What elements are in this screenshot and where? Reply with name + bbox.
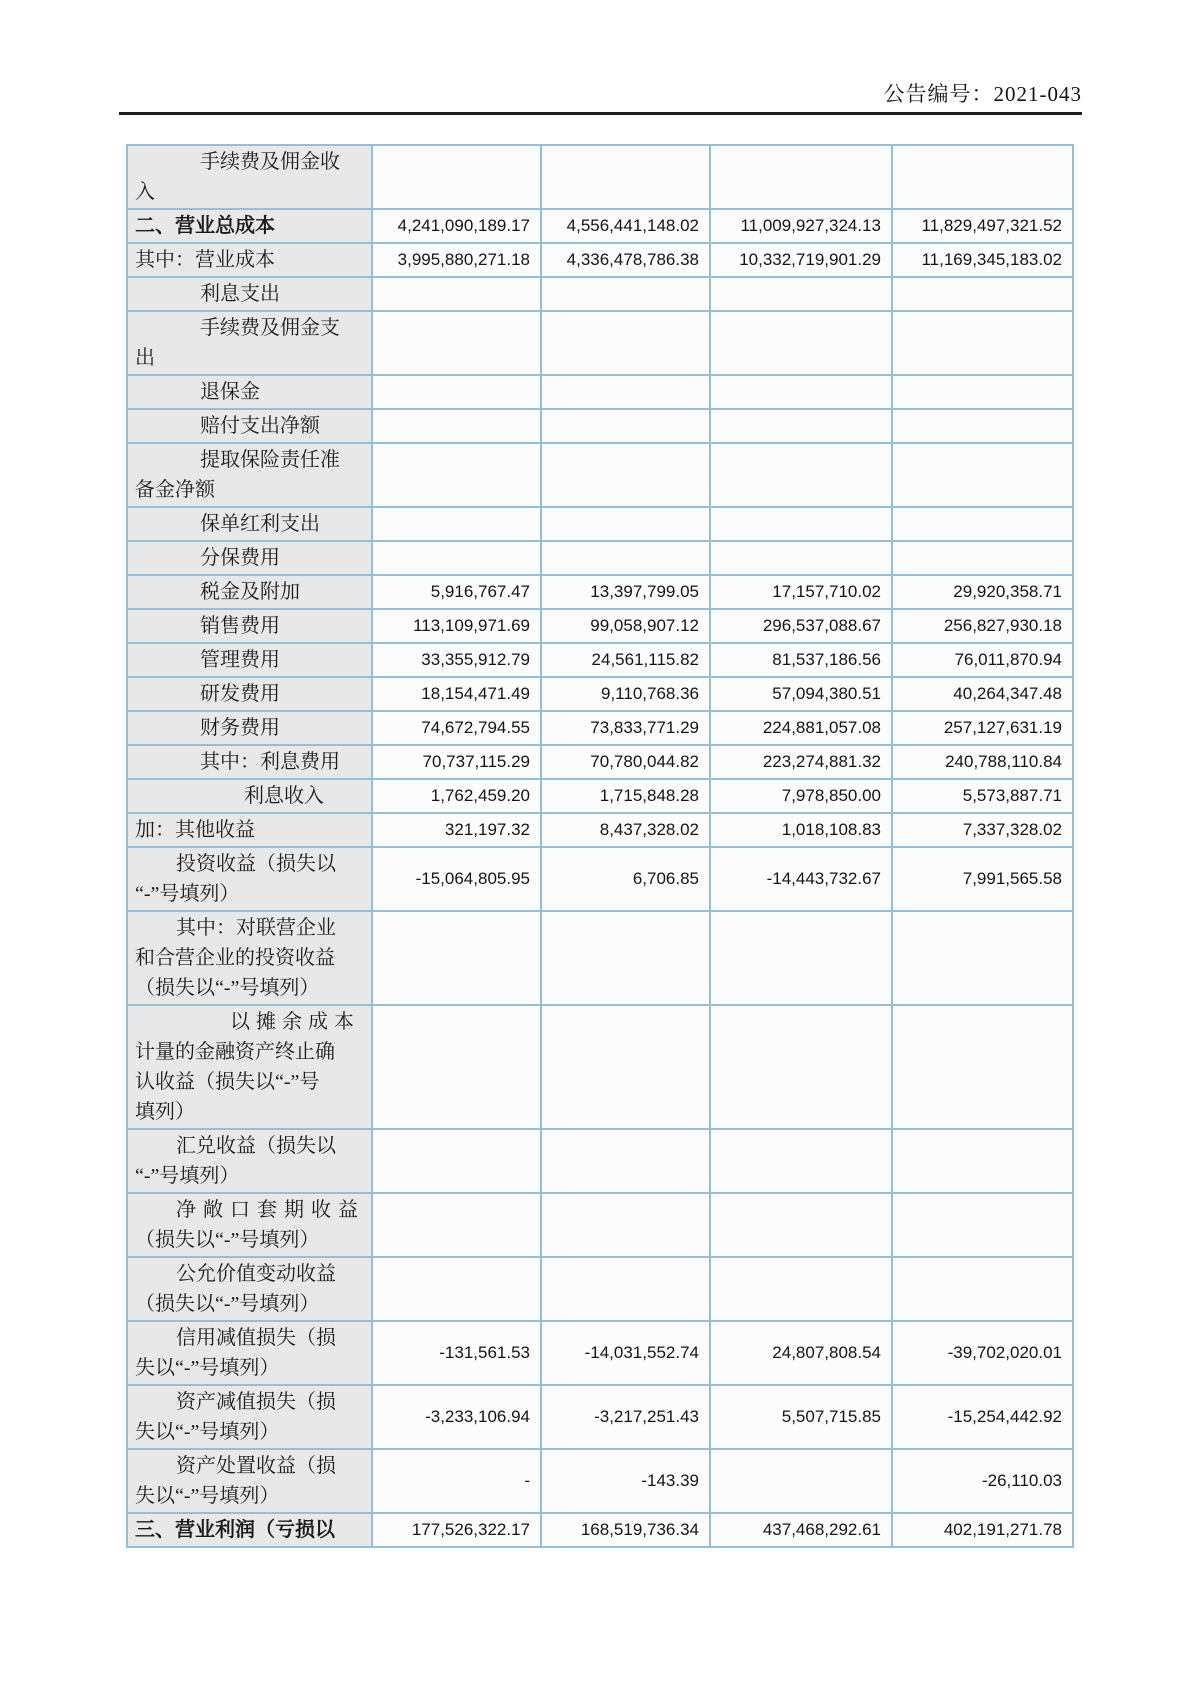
label-line: 投资收益（损失以 <box>176 853 336 875</box>
cell-value <box>892 1005 1073 1129</box>
cell-value: 4,556,441,148.02 <box>541 209 710 243</box>
label-line: 保单红利支出 <box>200 513 320 535</box>
cell-value <box>541 911 710 1005</box>
table-row <box>127 209 1073 243</box>
label-line: 加：其他收益 <box>135 819 255 841</box>
label-line: 公允价值变动收益 <box>176 1263 336 1285</box>
label-line: 失以“-”号填列） <box>135 1357 280 1379</box>
cell-value <box>710 1449 892 1513</box>
cell-value: 6,706.85 <box>541 847 710 911</box>
label-line: （损失以“-”号填列） <box>135 977 320 999</box>
cell-value: 5,916,767.47 <box>372 575 541 609</box>
table-row <box>127 145 1073 209</box>
label-line: 其中：对联营企业 <box>176 917 336 939</box>
cell-value: -131,561.53 <box>372 1321 541 1385</box>
table-row <box>127 575 1073 609</box>
cell-value <box>372 375 541 409</box>
row-label <box>127 443 372 507</box>
cell-value <box>372 1257 541 1321</box>
row-label <box>127 1129 372 1193</box>
row-label <box>127 541 372 575</box>
table-row <box>127 911 1073 1005</box>
row-label <box>127 847 372 911</box>
row-label <box>127 311 372 375</box>
cell-value <box>892 277 1073 311</box>
table-row <box>127 311 1073 375</box>
cell-value <box>710 375 892 409</box>
label-line: 手续费及佣金支 <box>200 317 340 339</box>
cell-value <box>710 1005 892 1129</box>
cell-value: 7,337,328.02 <box>892 813 1073 847</box>
row-label <box>127 643 372 677</box>
cell-value: -14,031,552.74 <box>541 1321 710 1385</box>
cell-value: -26,110.03 <box>892 1449 1073 1513</box>
label-line: （损失以“-”号填列） <box>135 1293 320 1315</box>
label-line: 和合营企业的投资收益 <box>135 947 335 969</box>
cell-value: -143.39 <box>541 1449 710 1513</box>
row-label <box>127 507 372 541</box>
label-line: 填列） <box>135 1101 195 1123</box>
row-label <box>127 745 372 779</box>
cell-value: 5,507,715.85 <box>710 1385 892 1449</box>
cell-value: 40,264,347.48 <box>892 677 1073 711</box>
table-row <box>127 779 1073 813</box>
cell-value <box>541 1005 710 1129</box>
cell-value: 24,807,808.54 <box>710 1321 892 1385</box>
table-row <box>127 541 1073 575</box>
cell-value <box>372 311 541 375</box>
cell-value <box>710 507 892 541</box>
cell-value: 168,519,736.34 <box>541 1513 710 1547</box>
cell-value: 99,058,907.12 <box>541 609 710 643</box>
cell-value <box>541 443 710 507</box>
cell-value: 437,468,292.61 <box>710 1513 892 1547</box>
cell-value: 256,827,930.18 <box>892 609 1073 643</box>
cell-value: 73,833,771.29 <box>541 711 710 745</box>
cell-value: 17,157,710.02 <box>710 575 892 609</box>
label-line: 其中：利息费用 <box>200 751 340 773</box>
cell-value <box>892 145 1073 209</box>
cell-value: 8,437,328.02 <box>541 813 710 847</box>
cell-value: 57,094,380.51 <box>710 677 892 711</box>
label-line: 资产处置收益（损 <box>176 1455 336 1477</box>
cell-value <box>892 311 1073 375</box>
announcement-number: 公告编号：2021-043 <box>883 82 1082 106</box>
label-line: 三、营业利润（亏损以 <box>135 1519 335 1541</box>
cell-value <box>892 1129 1073 1193</box>
cell-value: 76,011,870.94 <box>892 643 1073 677</box>
label-line: 入 <box>135 181 155 203</box>
label-line: （损失以“-”号填列） <box>135 1229 320 1251</box>
cell-value: 296,537,088.67 <box>710 609 892 643</box>
cell-value <box>892 507 1073 541</box>
cell-value: -3,217,251.43 <box>541 1385 710 1449</box>
row-label <box>127 243 372 277</box>
cell-value: 321,197.32 <box>372 813 541 847</box>
table-row <box>127 1449 1073 1513</box>
cell-value: 18,154,471.49 <box>372 677 541 711</box>
cell-value: 70,780,044.82 <box>541 745 710 779</box>
cell-value <box>892 443 1073 507</box>
cell-value <box>710 911 892 1005</box>
cell-value: -3,233,106.94 <box>372 1385 541 1449</box>
cell-value: 3,995,880,271.18 <box>372 243 541 277</box>
label-line: 认收益（损失以“-”号 <box>135 1071 320 1093</box>
cell-value: 240,788,110.84 <box>892 745 1073 779</box>
label-line: 资产减值损失（损 <box>176 1391 336 1413</box>
cell-value: 7,978,850.00 <box>710 779 892 813</box>
cell-value: 1,018,108.83 <box>710 813 892 847</box>
cell-value <box>372 277 541 311</box>
table-row <box>127 847 1073 911</box>
cell-value: -39,702,020.01 <box>892 1321 1073 1385</box>
cell-value <box>892 375 1073 409</box>
cell-value <box>372 409 541 443</box>
cell-value: 11,829,497,321.52 <box>892 209 1073 243</box>
cell-value <box>372 541 541 575</box>
cell-value <box>710 277 892 311</box>
cell-value <box>372 1129 541 1193</box>
label-line: 财务费用 <box>200 717 280 739</box>
cell-value <box>372 507 541 541</box>
cell-value: 177,526,322.17 <box>372 1513 541 1547</box>
cell-value <box>372 1005 541 1129</box>
cell-value <box>710 145 892 209</box>
cell-value <box>541 375 710 409</box>
cell-value <box>372 443 541 507</box>
label-line: 利息支出 <box>200 283 280 305</box>
cell-value: 10,332,719,901.29 <box>710 243 892 277</box>
label-line: 计量的金融资产终止确 <box>135 1041 335 1063</box>
label-line: 净敞口套期收益 <box>176 1199 365 1221</box>
cell-value: -15,254,442.92 <box>892 1385 1073 1449</box>
cell-value <box>541 409 710 443</box>
label-line: 税金及附加 <box>200 581 300 603</box>
row-label <box>127 1321 372 1385</box>
row-label <box>127 375 372 409</box>
row-label <box>127 575 372 609</box>
table-body <box>127 145 1073 1547</box>
row-label <box>127 409 372 443</box>
row-label <box>127 1005 372 1129</box>
table-row <box>127 1193 1073 1257</box>
cell-value <box>541 507 710 541</box>
row-label <box>127 1385 372 1449</box>
cell-value: -14,443,732.67 <box>710 847 892 911</box>
table-row <box>127 813 1073 847</box>
cell-value: 81,537,186.56 <box>710 643 892 677</box>
cell-value: 29,920,358.71 <box>892 575 1073 609</box>
table-row <box>127 507 1073 541</box>
row-label <box>127 1257 372 1321</box>
cell-value <box>372 911 541 1005</box>
cell-value <box>710 1129 892 1193</box>
label-line: 出 <box>135 347 155 369</box>
table-row <box>127 243 1073 277</box>
row-label <box>127 677 372 711</box>
label-line: 失以“-”号填列） <box>135 1485 280 1507</box>
label-line: 手续费及佣金收 <box>200 151 340 173</box>
row-label <box>127 145 372 209</box>
cell-value: 7,991,565.58 <box>892 847 1073 911</box>
cell-value: 257,127,631.19 <box>892 711 1073 745</box>
cell-value: - <box>372 1449 541 1513</box>
cell-value <box>541 541 710 575</box>
label-line: 退保金 <box>200 381 260 403</box>
cell-value <box>710 409 892 443</box>
row-label <box>127 1513 372 1547</box>
table-row <box>127 375 1073 409</box>
cell-value: 24,561,115.82 <box>541 643 710 677</box>
label-line: 提取保险责任准 <box>200 449 340 471</box>
table-row <box>127 745 1073 779</box>
label-line: 以摊余成本 <box>230 1011 360 1033</box>
cell-value <box>541 1129 710 1193</box>
cell-value <box>372 1193 541 1257</box>
cell-value: 11,169,345,183.02 <box>892 243 1073 277</box>
label-line: 失以“-”号填列） <box>135 1421 280 1443</box>
label-line: 备金净额 <box>135 479 215 501</box>
label-line: 研发费用 <box>200 683 280 705</box>
cell-value <box>541 1257 710 1321</box>
cell-value: 223,274,881.32 <box>710 745 892 779</box>
cell-value <box>892 541 1073 575</box>
row-label <box>127 1449 372 1513</box>
cell-value <box>892 1257 1073 1321</box>
income-statement-table <box>126 144 1074 1548</box>
cell-value <box>892 409 1073 443</box>
label-line: 分保费用 <box>200 547 280 569</box>
cell-value <box>541 311 710 375</box>
cell-value <box>541 277 710 311</box>
cell-value: 224,881,057.08 <box>710 711 892 745</box>
label-line: 其中：营业成本 <box>135 249 275 271</box>
cell-value <box>710 443 892 507</box>
table-row <box>127 1385 1073 1449</box>
table-row <box>127 1257 1073 1321</box>
row-label <box>127 779 372 813</box>
label-line: 管理费用 <box>200 649 280 671</box>
cell-value: 9,110,768.36 <box>541 677 710 711</box>
cell-value <box>892 1193 1073 1257</box>
cell-value: 74,672,794.55 <box>372 711 541 745</box>
row-label <box>127 911 372 1005</box>
cell-value: 70,737,115.29 <box>372 745 541 779</box>
cell-value <box>892 911 1073 1005</box>
cell-value: 1,715,848.28 <box>541 779 710 813</box>
cell-value: 4,241,090,189.17 <box>372 209 541 243</box>
label-line: 销售费用 <box>200 615 280 637</box>
cell-value <box>710 1257 892 1321</box>
row-label <box>127 1193 372 1257</box>
cell-value: 11,009,927,324.13 <box>710 209 892 243</box>
table-row <box>127 711 1073 745</box>
table-row <box>127 277 1073 311</box>
header-rule <box>119 112 1082 115</box>
table-row <box>127 409 1073 443</box>
table-row <box>127 643 1073 677</box>
cell-value <box>710 541 892 575</box>
table-row <box>127 677 1073 711</box>
cell-value: -15,064,805.95 <box>372 847 541 911</box>
cell-value: 4,336,478,786.38 <box>541 243 710 277</box>
table-row <box>127 1513 1073 1547</box>
row-label <box>127 711 372 745</box>
cell-value <box>710 311 892 375</box>
row-label <box>127 277 372 311</box>
cell-value: 5,573,887.71 <box>892 779 1073 813</box>
label-line: 信用减值损失（损 <box>176 1327 336 1349</box>
label-line: 二、营业总成本 <box>135 215 275 237</box>
table-row <box>127 1005 1073 1129</box>
cell-value: 13,397,799.05 <box>541 575 710 609</box>
label-line: 利息收入 <box>244 785 324 807</box>
row-label <box>127 609 372 643</box>
label-line: “-”号填列） <box>135 883 240 905</box>
cell-value <box>372 145 541 209</box>
table-row <box>127 609 1073 643</box>
cell-value <box>541 1193 710 1257</box>
table-row <box>127 1321 1073 1385</box>
cell-value <box>710 1193 892 1257</box>
row-label <box>127 209 372 243</box>
label-line: “-”号填列） <box>135 1165 240 1187</box>
table-row <box>127 443 1073 507</box>
cell-value: 33,355,912.79 <box>372 643 541 677</box>
row-label <box>127 813 372 847</box>
label-line: 赔付支出净额 <box>200 415 320 437</box>
cell-value <box>541 145 710 209</box>
table-row <box>127 1129 1073 1193</box>
cell-value: 113,109,971.69 <box>372 609 541 643</box>
cell-value: 402,191,271.78 <box>892 1513 1073 1547</box>
label-line: 汇兑收益（损失以 <box>176 1135 336 1157</box>
cell-value: 1,762,459.20 <box>372 779 541 813</box>
